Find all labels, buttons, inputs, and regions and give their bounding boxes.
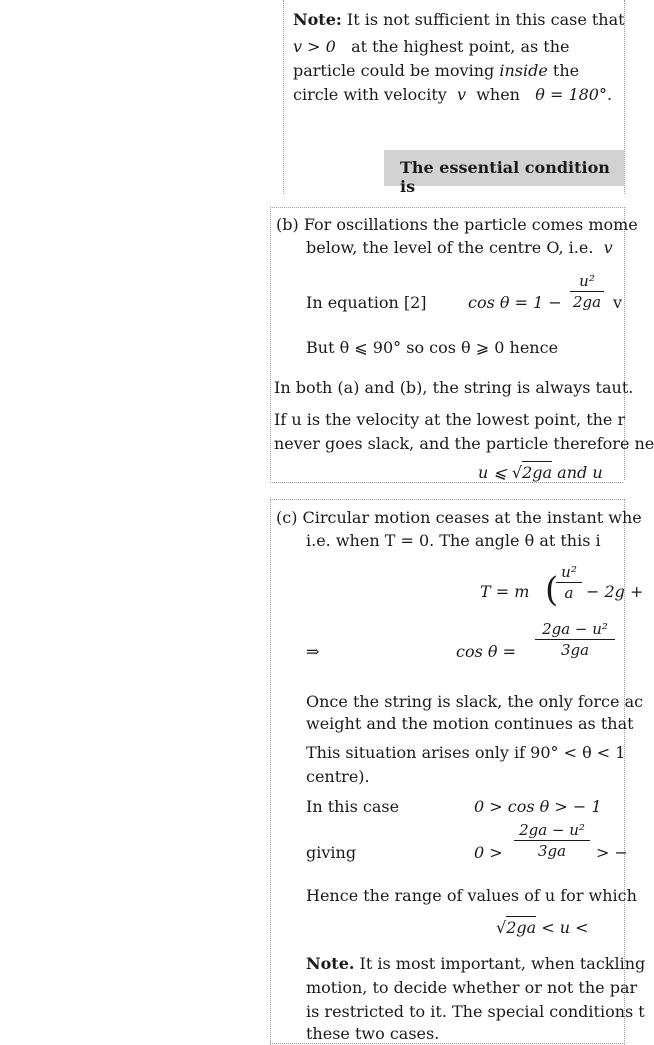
- c-T-open-paren: (: [545, 570, 559, 610]
- both-line2: If u is the velocity at the lowest point, the r: [274, 410, 626, 429]
- c-line2: i.e. when T = 0. The angle θ at this i: [306, 531, 601, 550]
- c-case-label: In this case: [306, 797, 400, 816]
- both-condition: u ⩽ √2ga and u: [478, 463, 603, 482]
- c-bottom-rule: [270, 1043, 623, 1044]
- c-giving-lhs: 0 >: [474, 843, 503, 862]
- c-note-line3: is restricted to it. The special conditions t: [306, 1002, 645, 1021]
- note1-line1: Note: It is not sufficient in this case that: [293, 10, 625, 29]
- note1-line2: v > 0 at the highest point, as the: [293, 37, 570, 56]
- note1-line4: circle with velocity v when θ = 180°.: [293, 85, 613, 104]
- c-note-line2: motion, to decide whether or not the par: [306, 978, 638, 997]
- c-giving-label: giving: [306, 843, 357, 862]
- c-situation-line1: This situation arises only if 90° < θ < 1: [306, 743, 626, 762]
- c-cos-lhs: cos θ =: [456, 642, 517, 661]
- c-case-expr: 0 > cos θ > − 1: [474, 797, 602, 816]
- c-implies-arrow: ⇒: [306, 642, 320, 661]
- c-once-line1: Once the string is slack, the only force ac: [306, 692, 644, 711]
- c-line1: (c) Circular motion ceases at the instant whe: [276, 508, 642, 527]
- c-giving-fraction: 2ga − u² 3ga: [514, 821, 590, 860]
- b-but-line: But θ ⩽ 90° so cos θ ⩾ 0 hence: [306, 338, 559, 357]
- c-giving-rhs: > −: [596, 843, 628, 862]
- c-hence-line: Hence the range of values of u for which: [306, 886, 637, 905]
- both-line1: In both (a) and (b), the string is always taut.: [274, 378, 634, 397]
- c-note-line4: these two cases.: [306, 1024, 440, 1043]
- b-bottom-rule: [270, 482, 623, 483]
- c-note-line1: Note. It is most important, when tackling: [306, 954, 646, 973]
- c-T-tail: − 2g +: [586, 582, 644, 601]
- b-line1: (b) For oscillations the particle comes mome: [276, 215, 638, 234]
- b-eq-fraction: u² 2ga: [570, 272, 604, 311]
- c-range: √2ga < u <: [496, 918, 589, 937]
- both-line3: never goes slack, and the particle therefore ne: [274, 434, 654, 453]
- banner-text: The essential condition is: [400, 158, 610, 196]
- c-T-fraction: u² a: [556, 563, 582, 602]
- b-eq-tail: v: [613, 293, 623, 312]
- b-eq-label: In equation [2]: [306, 293, 427, 312]
- b-line2: below, the level of the centre O, i.e. v: [306, 238, 613, 257]
- essential-condition-banner: [384, 150, 624, 196]
- c-cos-fraction: 2ga − u² 3ga: [535, 620, 615, 659]
- note1-line3: particle could be moving inside the: [293, 61, 580, 80]
- c-once-line2: weight and the motion continues as that: [306, 714, 634, 733]
- c-T-lhs: T = m: [480, 582, 530, 601]
- c-situation-line2: centre).: [306, 767, 370, 786]
- b-eq-lhs: cos θ = 1 −: [468, 293, 562, 312]
